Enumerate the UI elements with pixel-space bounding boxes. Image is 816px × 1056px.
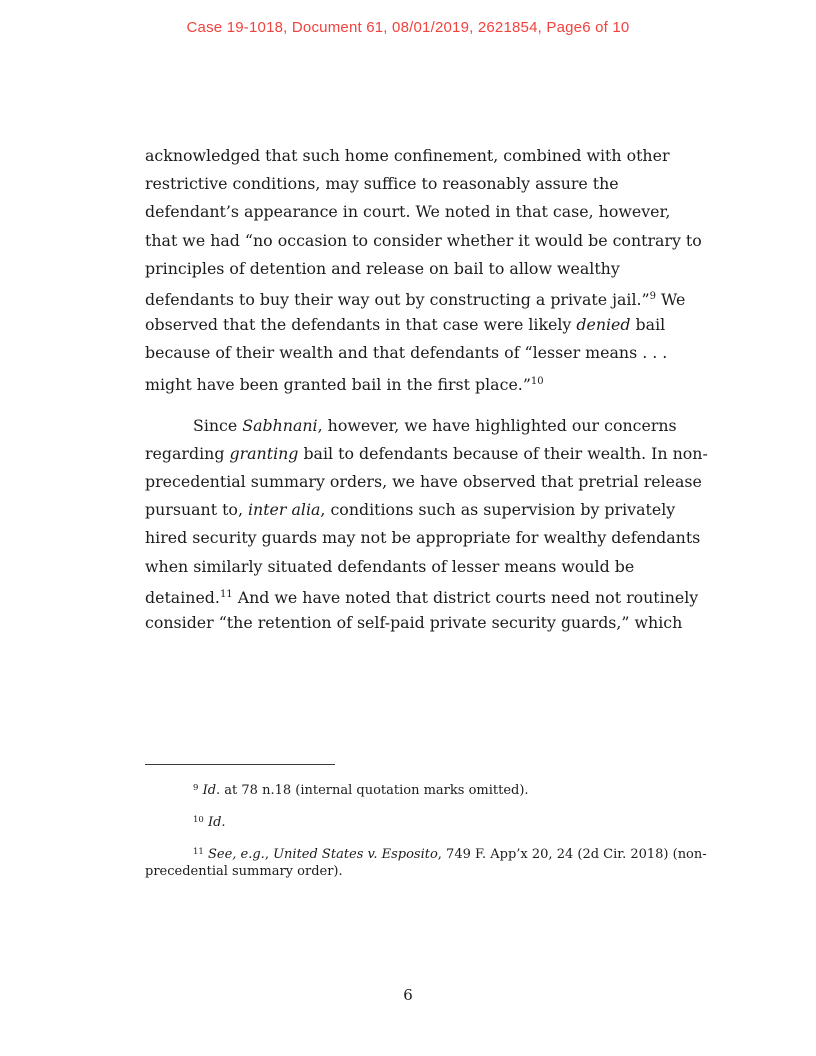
text-line (145, 810, 705, 830)
text-line (145, 581, 705, 609)
page-number: 6 (403, 986, 413, 1004)
footnote-reference: 11 (193, 847, 204, 857)
text-segment: We (656, 289, 686, 309)
text-segment: might have been granted bail in the first place.” (145, 374, 531, 394)
text-segment: Id. (207, 815, 226, 830)
text-line (145, 255, 705, 283)
text-segment: that we had “no occasion to consider whether it would be contrary to (145, 230, 702, 250)
footnote (145, 810, 705, 830)
text-line (145, 142, 705, 170)
text-line (145, 412, 705, 440)
case-stamp-header: Case 19-1018, Document 61, 08/01/2019, 2621854, Page6 of 10 (186, 19, 630, 36)
text-segment: consider “the retention of self-paid private security guards,” which (145, 613, 683, 632)
text-line (145, 553, 705, 581)
text-segment: bail (630, 315, 666, 335)
footnote (145, 842, 705, 882)
text-segment: Sabhnani (242, 415, 318, 435)
footnote-separator (145, 764, 335, 765)
text-line (145, 440, 708, 468)
text-segment: principles of detention and release on bail to allow wealthy (145, 258, 620, 278)
text-segment: hired security guards may not be appropriate for wealthy defendants (145, 528, 701, 548)
text-line (145, 170, 705, 198)
text-segment: observed that the defendants in that case were likely (145, 315, 577, 335)
text-segment: granting (229, 443, 299, 463)
text-segment: United States v. Esposito (273, 847, 438, 862)
text-line (145, 842, 705, 862)
text-line (145, 609, 705, 637)
text-segment: regarding (145, 443, 230, 463)
text-segment: restrictive conditions, may suffice to reasonably assure the (145, 174, 619, 194)
text-segment: , (264, 847, 274, 862)
text-segment: , conditions such as supervision by privately (320, 500, 676, 520)
text-segment: because of their wealth and that defendants of “lesser means . . . (145, 343, 668, 363)
footnote-reference: 10 (193, 815, 204, 825)
text-line (145, 339, 705, 367)
text-segment: , 749 F. App’x 20, 24 (2d Cir. 2018) (non- (437, 847, 707, 862)
text-segment: acknowledged that such home confinement, combined with other (145, 146, 670, 165)
text-segment: denied (576, 315, 631, 335)
text-segment: Since (193, 415, 243, 435)
text-segment: inter alia (247, 500, 321, 520)
text-segment: precedential summary orders, we have observed that pretrial release (145, 472, 702, 492)
text-line (145, 198, 705, 226)
text-segment: at 78 n.18 (internal quotation marks omitted). (220, 783, 529, 798)
footnotes-section (145, 764, 705, 894)
footnote-reference: 11 (219, 588, 233, 600)
footnote-reference: 9 (193, 783, 199, 793)
text-line (145, 496, 705, 524)
text-segment: , however, we have highlighted our concerns (317, 415, 677, 435)
footnote-list (145, 778, 705, 882)
text-segment: defendants to buy their way out by constructing a private jail.” (145, 289, 650, 309)
text-segment: bail to defendants because of their wealth. In non- (298, 443, 708, 463)
paragraph (145, 142, 705, 396)
text-line (145, 368, 705, 396)
text-segment: detained. (145, 587, 220, 607)
text-line (145, 524, 705, 552)
text-segment: pursuant to, (145, 500, 248, 520)
text-line (145, 468, 705, 496)
text-segment: And we have noted that district courts need not routinely (232, 587, 699, 607)
paragraph (145, 412, 708, 638)
text-line (145, 283, 705, 311)
text-segment: Id. (202, 783, 221, 798)
text-line (145, 778, 705, 798)
footnote (145, 778, 705, 798)
footnote-reference: 9 (649, 290, 656, 302)
text-line (145, 227, 705, 255)
text-line (145, 311, 705, 339)
text-segment: defendant’s appearance in court. We noted in that case, however, (145, 202, 671, 222)
text-line (145, 862, 705, 882)
text-segment: when similarly situated defendants of lesser means would be (145, 556, 635, 576)
body-text (145, 142, 708, 637)
text-segment: See, e.g. (207, 847, 265, 862)
footnote-reference: 10 (530, 375, 544, 387)
text-segment: precedential summary order). (145, 864, 343, 879)
